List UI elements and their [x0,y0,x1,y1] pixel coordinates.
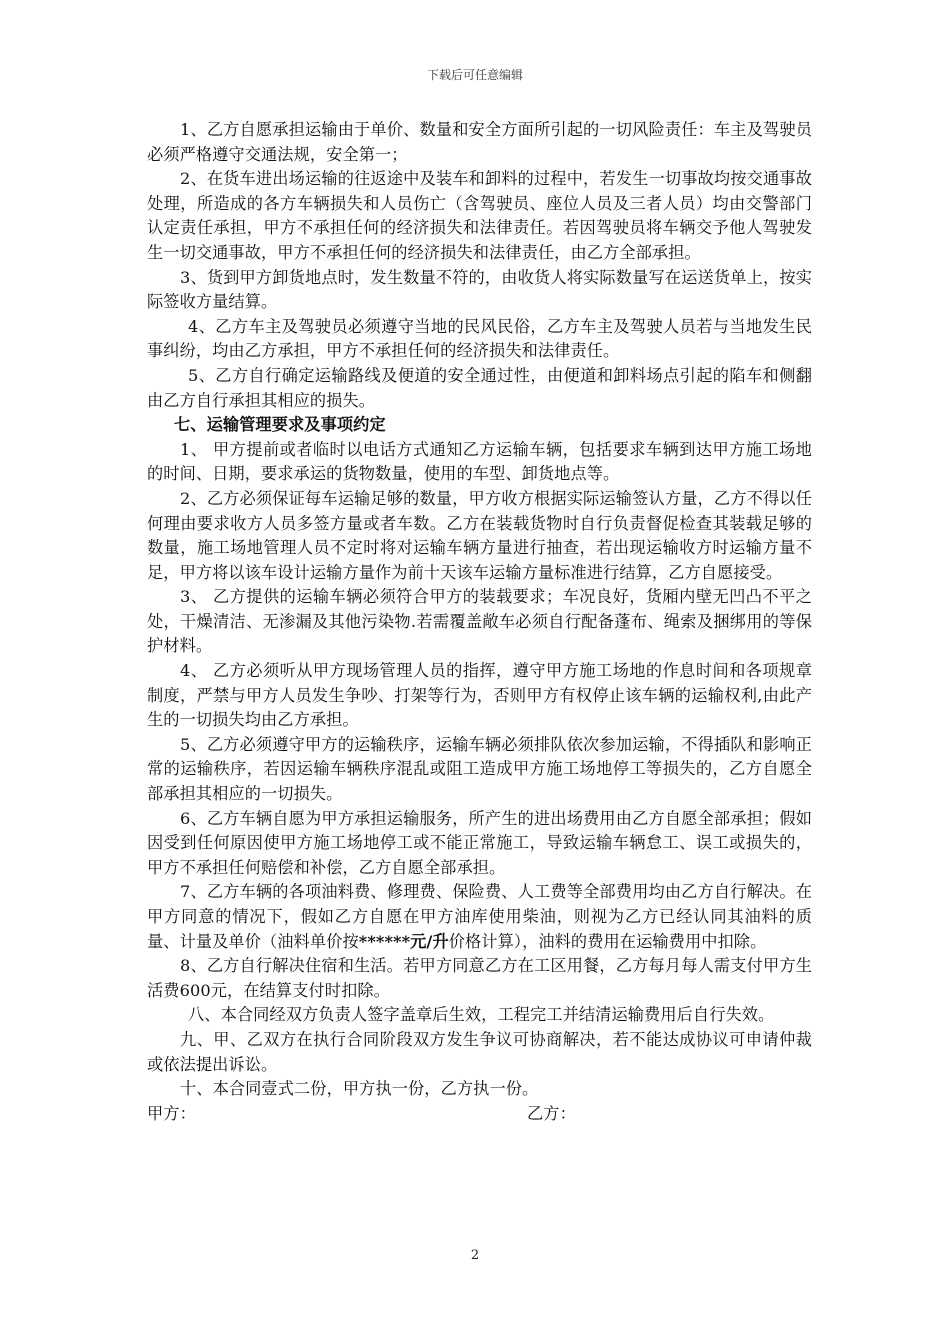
clause-7-4: 4、 乙方必须听从甲方现场管理人员的指挥，遵守甲方施工场地的作息时间和各项规章制度，严禁与甲方人员发生争吵、打架等行为，否则甲方有权停止该车辆的运输权利,由此产生的一切损失均由乙方承担。 [147,661,812,730]
section-7-heading: 七、运输管理要求及事项约定 [174,415,386,435]
clause-10: 十、本合同壹式二份，甲方执一份，乙方执一份。 [180,1079,539,1099]
clause-9: 九、甲、乙双方在执行合同阶段双方发生争议可协商解决，若不能达成协议可申请仲裁或依法提出诉讼。 [147,1029,812,1074]
clause-7-5: 5、乙方必须遵守甲方的运输秩序，运输车辆必须排队依次参加运输，不得插队和影响正常的运输秩序，若因运输车辆秩序混乱或阻工造成甲方施工场地停工等损失的，乙方自愿全部承担其相应的一切损失。 [147,734,812,804]
clause-7-3: 3、 乙方提供的运输车辆必须符合甲方的装载要求；车况良好，货厢内壁无凹凸不平之处，干燥清洁、无渗漏及其他污染物.若需覆盖敞车必须自行配备蓬布、绳索及捆绑用的等保护材料。 [147,587,812,656]
signature-line [147,1102,812,1127]
fuel-price-blank: ******元/升 [358,931,449,951]
clause-6-4: 4、乙方车主及驾驶员必须遵守当地的民风民俗，乙方车主及驾驶人员若与当地发生民事纠纷，均由乙方承担，甲方不承担任何的经济损失和法律责任。 [147,316,812,361]
clause-6-1: 1、乙方自愿承担运输由于单价、数量和安全方面所引起的一切风险责任：车主及驾驶员必须严格遵守交通法规，安全第一； [147,120,812,164]
clause-7-7-text-b: 价格计算），油料的费用在运输费用中扣除。 [448,931,767,951]
clause-7-7 [147,880,812,954]
clause-7-1: 1、 甲方提前或者临时以电话方式通知乙方运输车辆，包括要求车辆到达甲方施工场地的时间、日期，要求承运的货物数量，使用的车型、卸货地点等。 [147,439,812,484]
clause-8: 八、本合同经双方负责人签字盖章后生效，工程完工并结清运输费用后自行失效。 [188,1005,775,1025]
clause-7-2: 2、乙方必须保证每车运输足够的数量，甲方收方根据实际运输签认方量，乙方不得以任何理由要求收方人员多签方量或者车数。乙方在装载货物时自行负责督促检查其装载足够的数量，施工场地管理人员不定时将对运输车辆方量进行抽查，若出现运输收方时运输方量不足，甲方将以该车设计运输方量作为前十天该车运输方量标准进行结算，乙方自愿接受。 [147,488,812,582]
clause-6-3: 3、货到甲方卸货地点时，发生数量不符的，由收货人将实际数量写在运送货单上，按实际签收方量结算。 [147,267,812,312]
party-a-label: 甲方： [147,1103,196,1123]
clause-6-2: 2、在货车进出场运输的往返途中及装车和卸料的过程中，若发生一切事故均按交通事故处理，所造成的各方车辆损失和人员伤亡（含驾驶员、座位人员及三者人员）均由交警部门认定责任承担，甲方不承担任何的经济损失和法律责任。若因驾驶员将车辆交予他人驾驶发生一切交通事故，甲方不承担任何的经济损失和法律责任，由乙方全部承担。 [147,169,812,262]
contract-body [147,118,812,1126]
clause-7-6: 6、乙方车辆自愿为甲方承担运输服务，所产生的进出场费用由乙方自愿全部承担；假如因受到任何原因使甲方施工场地停工或不能正常施工，导致运输车辆怠工、误工或损失的，甲方不承担任何赔偿和补偿，乙方自愿全部承担。 [147,808,812,877]
page-header: 下载后可任意编辑 [426,68,523,82]
party-b-label: 乙方： [527,1103,576,1123]
page-number: 2 [470,1248,480,1263]
clause-7-8: 8、乙方自行解决住宿和生活。若甲方同意乙方在工区用餐，乙方每月每人需支付甲方生活费600元，在结算支付时扣除。 [147,956,812,1000]
clause-6-5: 5、乙方自行确定运输路线及便道的安全通过性，由便道和卸料场点引起的陷车和侧翻由乙方自行承担其相应的损失。 [147,365,812,410]
clause-7-7-text-a: 7、乙方车辆的各项油料费、修理费、保险费、人工费等全部费用均由乙方自行解决。在甲方同意的情况下，假如乙方自愿在甲方油库使用柴油，则视为乙方已经认同其油料的质量、计量及单价（油料单价按 [147,882,812,951]
